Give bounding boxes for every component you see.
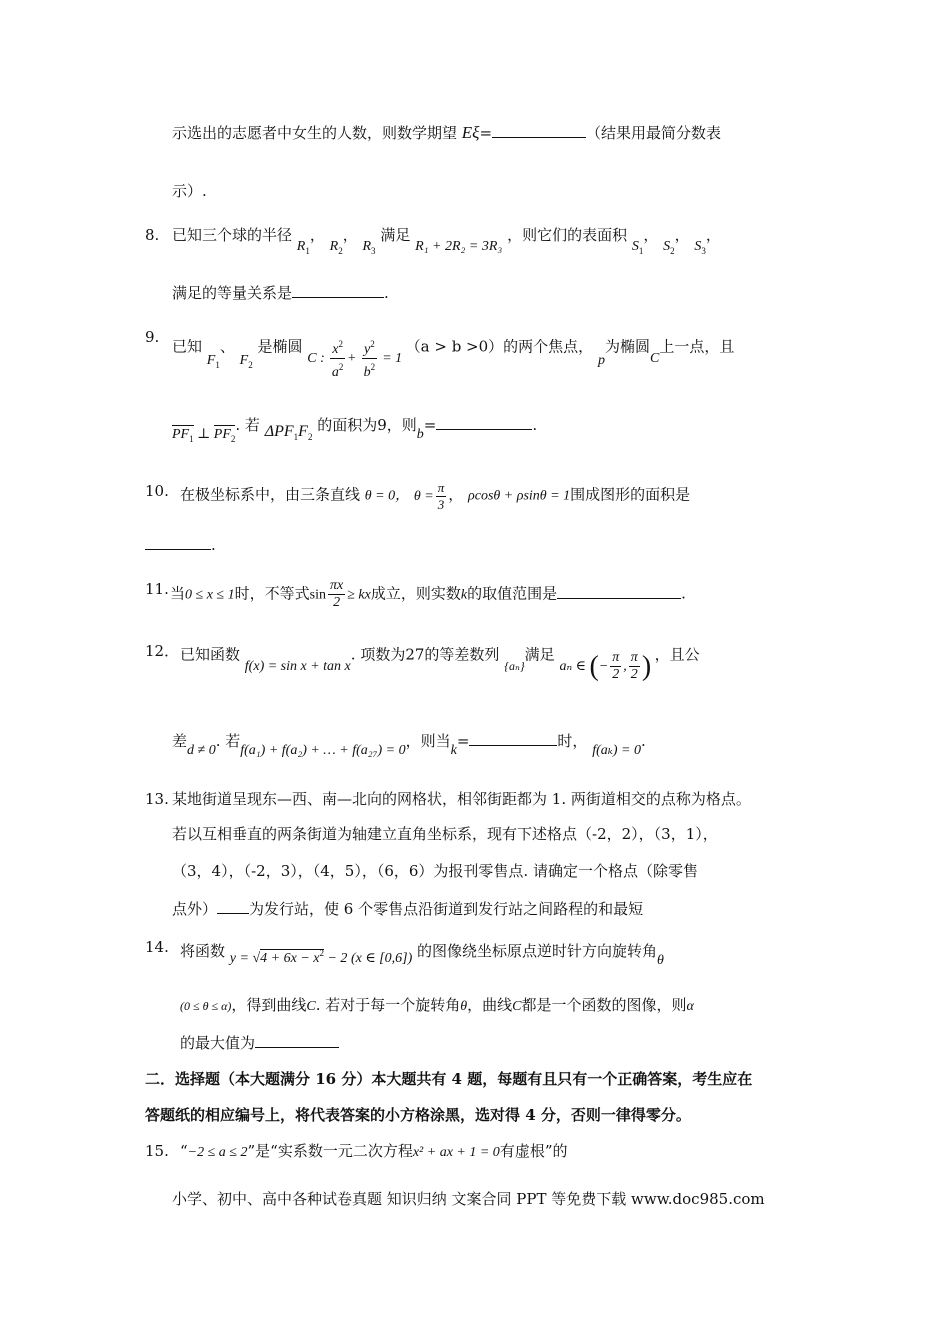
q14-line3: 的最大值为 <box>180 1032 339 1054</box>
answer-blank-10 <box>145 535 211 550</box>
q7-end-line: 示）. <box>172 182 207 200</box>
q12-line2: 差d ≠ 0. 若f(a₁) + f(a₂) + … + f(a₂₇) = 0，则当k= 时， f(aₖ) = 0. <box>172 732 646 758</box>
q10-line2: . <box>145 534 216 556</box>
radius-condition: R₁ + 2R₂ = 3R₃ <box>415 239 503 254</box>
section-2-heading: 二．选择题（本大题满分 16 分）本大题共有 4 题，每题有且只有一个正确答案，考生应在 <box>145 1070 753 1088</box>
ellipse-equation: C : $\frac{x^2}{a^2}$ + $\frac{y^2}{b^2}$ = 1 <box>307 351 405 366</box>
q13-line2: 若以互相垂直的两条街道为轴建立直角坐标系，现有下述格点（-2，2），（3，1）， <box>172 825 718 843</box>
section-2-instructions: 答题纸的相应编号上，将代表答案的小方格涂黑，选对得 4 分，否则一律得零分。 <box>145 1106 691 1124</box>
function-expression: $y = √4 + 6x - x^2 - 2$ (x ∈ [0,6]) <box>229 948 413 966</box>
answer-blank-13 <box>217 899 249 914</box>
answer-blank-8 <box>292 283 384 298</box>
sum-condition: f(a₁) + f(a₂) + … + f(a₂₇) = 0 <box>240 743 406 758</box>
page-footer: 小学、初中、高中各种试卷真题 知识归纳 文案合同 PPT 等免费下载 www.doc985.com <box>172 1190 765 1208</box>
q13-line4: 点外） 为发行站，使 6 个零售点沿街道到发行站之间路程的和最短 <box>172 900 644 918</box>
function-definition: f(x) = sin x + tan x <box>244 658 351 674</box>
q8-line2: 满足的等量关系是 . <box>172 284 389 302</box>
answer-blank-7 <box>492 123 586 138</box>
q7-continuation-line: 示选出的志愿者中女生的人数，则数学期望 Eξ= （结果用最简分数表 <box>172 123 722 142</box>
q13-line3: （3，4），（-2，3），（4，5），（6，6）为报刊零售点. 请确定一个格点（除零售 <box>172 862 698 880</box>
q9-line2: $PF_1$ ⊥ $PF_2$. 若 $\Delta PF_1F_2$ 的面积为9，则b= . <box>172 416 538 444</box>
answer-blank-11 <box>557 584 681 599</box>
polar-line-equation: ρcosθ + ρsinθ = 1 <box>468 488 571 504</box>
answer-blank-14 <box>255 1033 339 1048</box>
answer-blank-9 <box>436 415 532 430</box>
expectation-symbol: Eξ <box>461 123 480 142</box>
q14-line2: (0 ≤ θ ≤ α)，得到曲线C. 若对于每一个旋转角θ，曲线C都是一个函数的图像，则α <box>180 996 694 1014</box>
answer-blank-12 <box>469 731 557 746</box>
